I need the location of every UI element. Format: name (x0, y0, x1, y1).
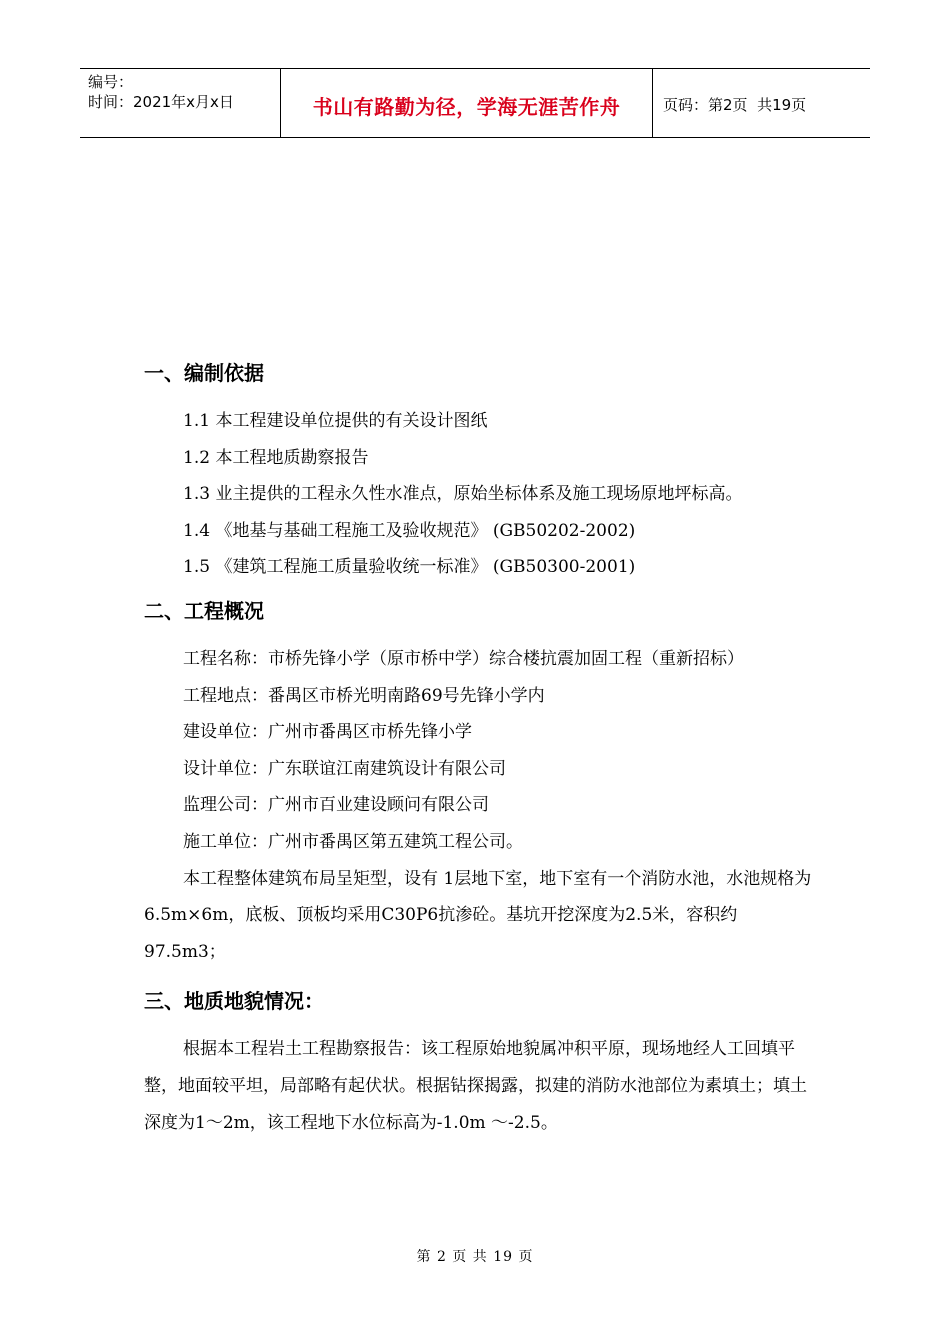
header-meta (80, 69, 281, 137)
page-header (80, 68, 870, 138)
overview-owner: 建设单位：广州市番禺区市桥先锋小学 (183, 722, 472, 743)
overview-description: 本工程整体建筑布局呈矩型，设有 1层地下室，地下室有一个消防水池，水池规格为6.5m×6m，底板、顶板均采用C30P6抗渗砼。基坑开挖深度为2.5米，容积约97.5m3； (144, 868, 812, 962)
overview-project-name: 工程名称：市桥先锋小学（原市桥中学）综合楼抗震加固工程（重新招标） (183, 648, 744, 669)
overview-paragraphs (144, 641, 814, 970)
basis-list (144, 403, 814, 586)
header-motto: 书山有路勤为径，学海无涯苦作舟 (281, 69, 653, 137)
geology-description: 根据本工程岩土工程勘察报告：该工程原始地貌属冲积平原，现场地经人工回填平整，地面较平坦，局部略有起伏状。根据钻探揭露，拟建的消防水池部位为素填土；填土深度为1～2m，该工程地下水位标高为-1.0m ～-2.5。 (144, 1039, 807, 1133)
document-time-label: 时间：2021年x月x日 (88, 93, 234, 111)
page-footer: 第 2 页 共 19 页 (416, 1249, 534, 1265)
basis-item: 1.1 本工程建设单位提供的有关设计图纸 (183, 411, 488, 431)
header-page-text: 页码：第2页 共19页 (663, 95, 807, 114)
header-page-info (653, 69, 870, 137)
overview-contractor: 施工单位：广州市番禺区第五建筑工程公司。 (183, 831, 523, 852)
document-number-label: 编号： (88, 73, 134, 91)
basis-item: 1.2 本工程地质勘察报告 (183, 447, 369, 468)
overview-supervisor: 监理公司：广州市百业建设顾问有限公司 (183, 795, 489, 816)
document-body (144, 352, 814, 1141)
section-title-geology: 三、地质地貌情况： (144, 989, 324, 1014)
section-title-overview: 二、工程概况 (144, 598, 264, 623)
basis-item: 1.4 《地基与基础工程施工及验收规范》 (GB50202-2002) (183, 520, 636, 541)
overview-designer: 设计单位：广东联谊江南建筑设计有限公司 (183, 758, 506, 779)
basis-item: 1.3 业主提供的工程永久性水准点，原始坐标体系及施工现场原地坪标高。 (183, 484, 743, 505)
section-title-basis: 一、编制依据 (144, 361, 264, 385)
basis-item: 1.5 《建筑工程施工质量验收统一标准》 (GB50300-2001) (183, 557, 636, 578)
geology-paragraphs (144, 1031, 814, 1141)
overview-location: 工程地点：番禺区市桥光明南路69号先锋小学内 (183, 685, 545, 706)
